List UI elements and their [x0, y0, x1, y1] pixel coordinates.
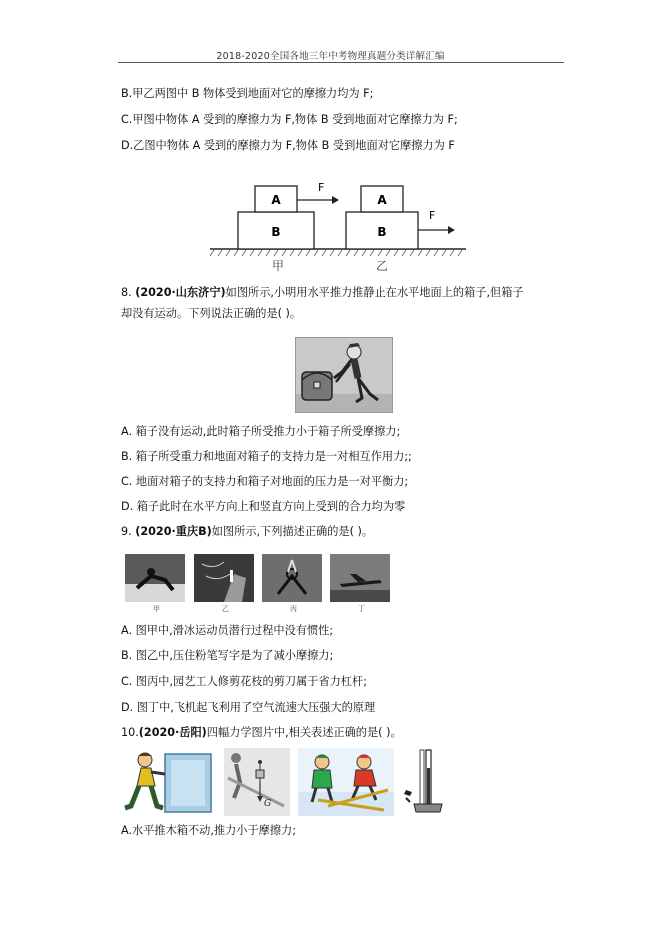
q8-push-box-photo	[295, 337, 393, 413]
q9-option-b: B. 图乙中,压住粉笔写字是为了减小摩擦力;	[121, 649, 334, 662]
block-b-left-label: B	[271, 225, 281, 239]
block-a-left-label: A	[271, 193, 281, 207]
q9-photo-jia	[125, 554, 185, 612]
block-a-right-label: A	[377, 193, 387, 207]
q9-stem	[121, 524, 373, 540]
q8-stem-line1	[121, 285, 524, 301]
q10-number: 10.	[121, 726, 139, 739]
q9-number: 9.	[121, 525, 132, 538]
force-arrowhead-left	[332, 196, 339, 204]
q10-stem	[121, 725, 402, 741]
q8-stem-text: 如图所示,小明用水平推力推静止在水平地面上的箱子,但箱子	[225, 286, 524, 299]
q9-stem-text: 如图所示,下列描述正确的是( )。	[211, 525, 374, 538]
q8-option-a: A. 箱子没有运动,此时箱子所受推力小于箱子所受摩擦力;	[121, 425, 401, 438]
q9-photo-bing	[262, 554, 322, 612]
q10-barometer-picture	[400, 746, 450, 818]
force-label-right: F	[429, 209, 436, 222]
running-header: 2018-2020全国各地三年中考物理真题分类详解汇编	[216, 51, 445, 62]
header-rule	[118, 62, 564, 63]
q10-incline-weight-picture	[224, 748, 290, 816]
q10-stem-text: 四幅力学图片中,相关表述正确的是( )。	[206, 726, 402, 739]
q8-option-c: C. 地面对箱子的支持力和箱子对地面的压力是一对平衡力;	[121, 475, 409, 488]
q7-option-d: D.乙图中物体 A 受到的摩擦力为 F,物体 B 受到地面对它摩擦力为 F	[121, 139, 455, 152]
q7-option-b: B.甲乙两图中 B 物体受到地面对它的摩擦力均为 F;	[121, 87, 374, 100]
block-b-right-label: B	[377, 225, 387, 239]
force-arrowhead-right	[448, 226, 455, 234]
q8-number: 8.	[121, 286, 132, 299]
q7-figure	[208, 172, 470, 272]
q10-weight-label: G	[264, 799, 272, 809]
force-label-left: F	[318, 181, 325, 194]
q8-source: (2020·山东济宁)	[135, 286, 226, 299]
ground-hatch	[210, 250, 462, 256]
q8-stem-line2: 却没有运动。下列说法正确的是( )。	[121, 307, 302, 320]
q9-caption-ding: 丁	[358, 605, 365, 612]
caption-jia: 甲	[272, 259, 285, 272]
q9-photo-yi	[194, 554, 254, 612]
q8-option-b: B. 箱子所受重力和地面对箱子的支持力是一对相互作用力;;	[121, 450, 412, 463]
caption-yi: 乙	[376, 259, 389, 272]
q9-caption-bing: 丙	[290, 605, 297, 612]
q9-photo-ding	[330, 554, 390, 612]
q9-option-c: C. 图丙中,园艺工人修剪花枝的剪刀属于省力杠杆;	[121, 675, 368, 688]
q9-option-d: D. 图丁中,飞机起飞利用了空气流速大压强大的原理	[121, 701, 376, 714]
q10-option-a: A.水平推木箱不动,推力小于摩擦力;	[121, 824, 296, 837]
q9-caption-jia: 甲	[153, 605, 160, 612]
q9-option-a: A. 图甲中,滑冰运动员潜行过程中没有惯性;	[121, 624, 334, 637]
q10-push-box-picture	[121, 748, 217, 816]
q7-option-c: C.甲图中物体 A 受到的摩擦力为 F,物体 B 受到地面对它摩擦力为 F;	[121, 113, 458, 126]
q9-caption-yi: 乙	[222, 605, 229, 612]
q9-source: (2020·重庆B)	[135, 525, 212, 538]
q8-option-d: D. 箱子此时在水平方向上和竖直方向上受到的合力均为零	[121, 500, 406, 513]
q10-skiing-picture	[298, 748, 394, 816]
q10-source: (2020·岳阳)	[138, 726, 207, 739]
